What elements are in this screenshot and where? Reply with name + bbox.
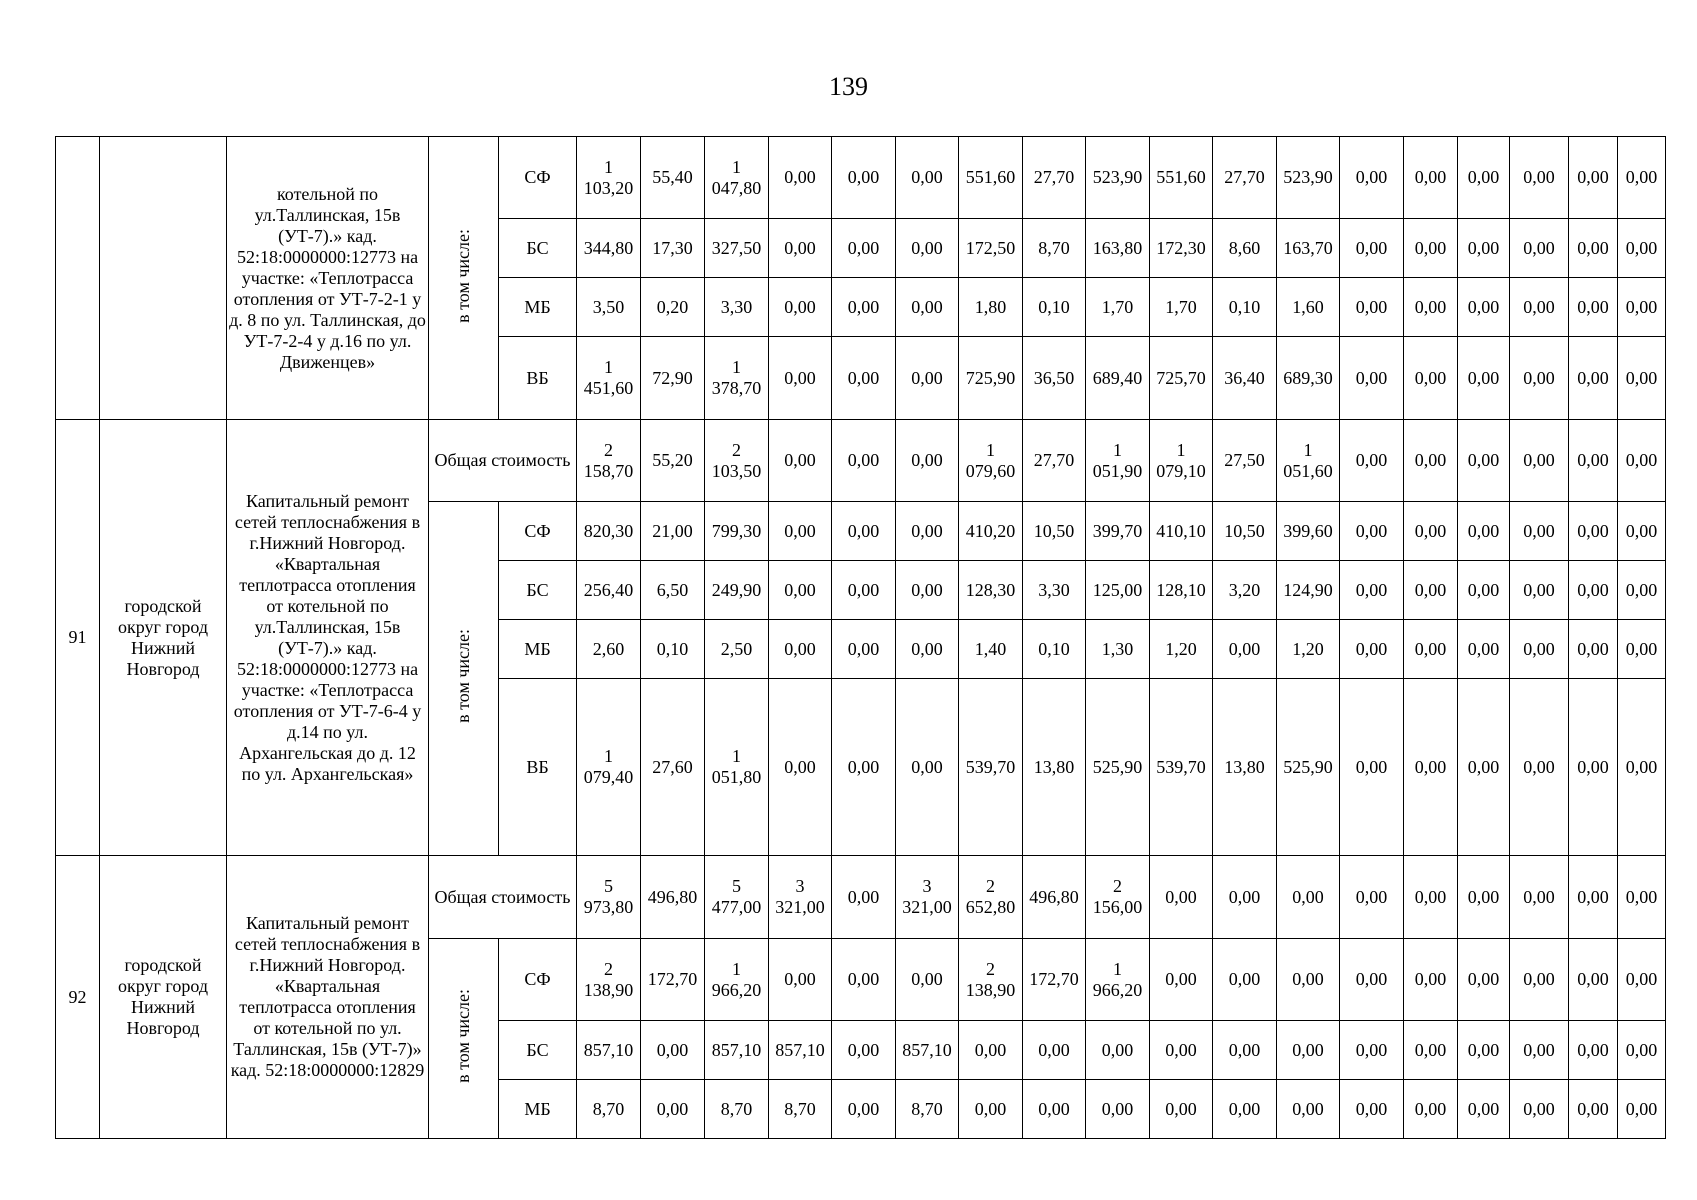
value-cell: 0,20 <box>641 278 705 337</box>
value-cell: 0,00 <box>1569 219 1618 278</box>
value-cell: 8,70 <box>705 1080 769 1139</box>
value-cell: 0,00 <box>1340 856 1404 939</box>
value-cell: 0,00 <box>832 679 896 856</box>
value-cell: 0,00 <box>832 620 896 679</box>
including-label-cell <box>429 939 499 1139</box>
value-cell: 0,00 <box>1569 1080 1618 1139</box>
value-cell: 8,70 <box>577 1080 641 1139</box>
value-cell: 0,00 <box>769 420 832 502</box>
value-cell: 0,00 <box>1510 1080 1569 1139</box>
value-cell: 0,00 <box>1404 219 1458 278</box>
value-cell: 0,00 <box>832 856 896 939</box>
value-cell: 0,00 <box>1569 420 1618 502</box>
value-cell: 0,00 <box>1023 1021 1086 1080</box>
value-cell: 1 378,70 <box>705 337 769 420</box>
row-number-cell: 92 <box>56 856 100 1139</box>
value-cell: 8,70 <box>769 1080 832 1139</box>
value-cell: 1 966,20 <box>705 939 769 1021</box>
value-cell: 410,20 <box>959 502 1023 561</box>
value-cell: 172,30 <box>1150 219 1213 278</box>
value-cell: 0,00 <box>769 337 832 420</box>
value-cell: 0,00 <box>1150 939 1213 1021</box>
value-cell: 1 079,40 <box>577 679 641 856</box>
value-cell: 0,00 <box>1510 679 1569 856</box>
value-cell: 820,30 <box>577 502 641 561</box>
value-cell: 551,60 <box>1150 137 1213 219</box>
value-cell: 128,30 <box>959 561 1023 620</box>
value-cell: 1,20 <box>1150 620 1213 679</box>
value-cell: 0,00 <box>1404 337 1458 420</box>
value-cell: 0,00 <box>1569 679 1618 856</box>
value-cell: 0,00 <box>769 939 832 1021</box>
value-cell: 3 321,00 <box>769 856 832 939</box>
value-cell: 172,70 <box>1023 939 1086 1021</box>
value-cell: 0,00 <box>1340 337 1404 420</box>
value-cell: 2,50 <box>705 620 769 679</box>
value-cell: 0,00 <box>1213 1021 1277 1080</box>
value-cell: 399,60 <box>1277 502 1340 561</box>
value-cell: 128,10 <box>1150 561 1213 620</box>
value-cell: 125,00 <box>1086 561 1150 620</box>
value-cell: 0,00 <box>1404 1080 1458 1139</box>
value-cell: 0,00 <box>1458 620 1510 679</box>
value-cell: 0,00 <box>769 561 832 620</box>
value-cell: 689,30 <box>1277 337 1340 420</box>
value-cell: 1,30 <box>1086 620 1150 679</box>
value-cell: 0,00 <box>1458 337 1510 420</box>
value-cell: 0,00 <box>1618 679 1666 856</box>
value-cell: 0,00 <box>832 1080 896 1139</box>
value-cell: 0,00 <box>959 1021 1023 1080</box>
value-cell: 0,00 <box>1458 939 1510 1021</box>
value-cell: 163,80 <box>1086 219 1150 278</box>
value-cell: 0,00 <box>1618 1021 1666 1080</box>
value-cell: 0,00 <box>1618 620 1666 679</box>
funding-source-label: СФ <box>499 502 577 561</box>
value-cell: 172,70 <box>641 939 705 1021</box>
value-cell: 8,70 <box>1023 219 1086 278</box>
value-cell: 1,20 <box>1277 620 1340 679</box>
funding-source-label: СФ <box>499 137 577 219</box>
value-cell: 0,00 <box>1340 679 1404 856</box>
value-cell: 0,00 <box>1340 420 1404 502</box>
value-cell: 0,00 <box>769 137 832 219</box>
value-cell: 1,70 <box>1150 278 1213 337</box>
value-cell: 344,80 <box>577 219 641 278</box>
total-cost-label: Общая стоимость <box>429 420 577 502</box>
value-cell: 0,00 <box>1458 1080 1510 1139</box>
value-cell: 0,00 <box>1086 1080 1150 1139</box>
value-cell: 2 138,90 <box>577 939 641 1021</box>
value-cell: 523,90 <box>1277 137 1340 219</box>
value-cell: 0,00 <box>1340 137 1404 219</box>
total-cost-label: Общая стоимость <box>429 856 577 939</box>
value-cell: 0,00 <box>832 278 896 337</box>
funding-source-label: МБ <box>499 1080 577 1139</box>
value-cell: 725,70 <box>1150 337 1213 420</box>
value-cell: 0,00 <box>896 620 959 679</box>
value-cell: 10,50 <box>1213 502 1277 561</box>
value-cell: 0,00 <box>896 939 959 1021</box>
value-cell: 0,00 <box>1510 137 1569 219</box>
value-cell: 0,00 <box>896 420 959 502</box>
value-cell: 0,00 <box>1569 1021 1618 1080</box>
value-cell: 0,00 <box>1404 278 1458 337</box>
value-cell: 55,40 <box>641 137 705 219</box>
value-cell: 0,00 <box>1510 420 1569 502</box>
value-cell: 0,00 <box>1510 502 1569 561</box>
value-cell: 0,00 <box>1510 1021 1569 1080</box>
value-cell: 3,30 <box>1023 561 1086 620</box>
value-cell: 551,60 <box>959 137 1023 219</box>
value-cell: 10,50 <box>1023 502 1086 561</box>
value-cell: 0,00 <box>1340 1080 1404 1139</box>
value-cell: 0,00 <box>1404 679 1458 856</box>
value-cell: 6,50 <box>641 561 705 620</box>
value-cell: 0,00 <box>641 1021 705 1080</box>
value-cell: 689,40 <box>1086 337 1150 420</box>
value-cell: 0,00 <box>1618 137 1666 219</box>
value-cell: 0,00 <box>1404 420 1458 502</box>
value-cell: 0,00 <box>1618 939 1666 1021</box>
value-cell: 27,70 <box>1213 137 1277 219</box>
value-cell: 1,60 <box>1277 278 1340 337</box>
value-cell: 0,10 <box>1023 278 1086 337</box>
value-cell: 2 138,90 <box>959 939 1023 1021</box>
value-cell: 0,00 <box>832 337 896 420</box>
value-cell: 0,10 <box>1023 620 1086 679</box>
value-cell: 0,00 <box>1340 620 1404 679</box>
value-cell: 0,00 <box>1404 856 1458 939</box>
value-cell: 0,00 <box>769 502 832 561</box>
value-cell: 2 158,70 <box>577 420 641 502</box>
value-cell: 0,00 <box>1618 420 1666 502</box>
value-cell: 0,00 <box>1510 856 1569 939</box>
value-cell: 21,00 <box>641 502 705 561</box>
value-cell: 0,00 <box>832 939 896 1021</box>
value-cell: 0,00 <box>1150 1080 1213 1139</box>
value-cell: 857,10 <box>896 1021 959 1080</box>
value-cell: 0,00 <box>1340 278 1404 337</box>
value-cell: 0,00 <box>1458 137 1510 219</box>
value-cell: 0,00 <box>832 561 896 620</box>
value-cell: 0,00 <box>1510 939 1569 1021</box>
value-cell: 0,00 <box>1458 856 1510 939</box>
value-cell: 0,00 <box>1458 1021 1510 1080</box>
value-cell: 1 103,20 <box>577 137 641 219</box>
value-cell: 27,70 <box>1023 137 1086 219</box>
funding-source-label: БС <box>499 1021 577 1080</box>
value-cell: 525,90 <box>1277 679 1340 856</box>
value-cell: 0,00 <box>1618 219 1666 278</box>
value-cell: 0,00 <box>832 420 896 502</box>
value-cell: 410,10 <box>1150 502 1213 561</box>
value-cell: 0,00 <box>1618 1080 1666 1139</box>
value-cell: 0,00 <box>1618 502 1666 561</box>
value-cell: 5 477,00 <box>705 856 769 939</box>
project-description-cell: Капитальный ремонт сетей теплоснабжения в г.Нижний Новгород. «Квартальная теплотрасса отопления от котельной по ул.Таллинская, 15в (УТ-7).» кад. 52:18:0000000:12773 на участке: «Теплотрасса отопления от УТ-7-6-4 у д.14 по ул. Архангельская до д. 12 по ул. Архангельская» <box>227 420 429 856</box>
value-cell: 0,00 <box>1023 1080 1086 1139</box>
value-cell: 0,00 <box>1340 939 1404 1021</box>
value-cell: 2,60 <box>577 620 641 679</box>
value-cell: 72,90 <box>641 337 705 420</box>
value-cell: 2 156,00 <box>1086 856 1150 939</box>
funding-source-label: БС <box>499 561 577 620</box>
value-cell: 539,70 <box>959 679 1023 856</box>
value-cell: 0,00 <box>1458 679 1510 856</box>
value-cell: 1 966,20 <box>1086 939 1150 1021</box>
value-cell: 36,40 <box>1213 337 1277 420</box>
value-cell: 0,00 <box>959 1080 1023 1139</box>
value-cell: 13,80 <box>1023 679 1086 856</box>
value-cell: 0,00 <box>1340 1021 1404 1080</box>
value-cell: 0,00 <box>769 278 832 337</box>
value-cell: 1 451,60 <box>577 337 641 420</box>
funding-source-label: МБ <box>499 620 577 679</box>
value-cell: 2 103,50 <box>705 420 769 502</box>
value-cell: 0,00 <box>1340 561 1404 620</box>
value-cell: 0,00 <box>1618 561 1666 620</box>
value-cell: 0,00 <box>1404 137 1458 219</box>
including-label: в том числе: <box>453 629 473 723</box>
value-cell: 27,50 <box>1213 420 1277 502</box>
value-cell: 27,60 <box>641 679 705 856</box>
value-cell: 327,50 <box>705 219 769 278</box>
value-cell: 3 321,00 <box>896 856 959 939</box>
including-label: в том числе: <box>453 228 473 323</box>
value-cell: 256,40 <box>577 561 641 620</box>
value-cell: 399,70 <box>1086 502 1150 561</box>
value-cell: 0,00 <box>1404 620 1458 679</box>
value-cell: 3,50 <box>577 278 641 337</box>
table-row <box>56 137 1666 219</box>
value-cell: 3,30 <box>705 278 769 337</box>
value-cell: 249,90 <box>705 561 769 620</box>
value-cell: 857,10 <box>769 1021 832 1080</box>
value-cell: 0,00 <box>1510 561 1569 620</box>
value-cell: 0,00 <box>769 620 832 679</box>
value-cell: 0,00 <box>1277 1021 1340 1080</box>
value-cell: 0,10 <box>1213 278 1277 337</box>
value-cell: 539,70 <box>1150 679 1213 856</box>
value-cell: 0,00 <box>896 278 959 337</box>
including-label-cell <box>429 137 499 420</box>
value-cell: 0,00 <box>832 502 896 561</box>
row-number-cell: 91 <box>56 420 100 856</box>
municipality-cell: городской округ город Нижний Новгород <box>100 420 227 856</box>
value-cell: 163,70 <box>1277 219 1340 278</box>
value-cell: 0,00 <box>1404 502 1458 561</box>
value-cell: 172,50 <box>959 219 1023 278</box>
value-cell: 1,70 <box>1086 278 1150 337</box>
value-cell: 857,10 <box>577 1021 641 1080</box>
value-cell: 0,00 <box>1458 502 1510 561</box>
value-cell: 13,80 <box>1213 679 1277 856</box>
municipality-cell <box>100 137 227 420</box>
value-cell: 0,00 <box>1340 219 1404 278</box>
value-cell: 0,00 <box>1086 1021 1150 1080</box>
table-row <box>56 856 1666 939</box>
value-cell: 0,00 <box>1150 1021 1213 1080</box>
value-cell: 2 652,80 <box>959 856 1023 939</box>
project-description-cell: Капитальный ремонт сетей теплоснабжения в г.Нижний Новгород. «Квартальная теплотрасса отопления от котельной по ул. Таллинская, 15в (УТ-7)» кад. 52:18:0000000:12829 <box>227 856 429 1139</box>
value-cell: 1 079,10 <box>1150 420 1213 502</box>
value-cell: 496,80 <box>641 856 705 939</box>
value-cell: 799,30 <box>705 502 769 561</box>
value-cell: 0,00 <box>1569 502 1618 561</box>
funding-source-label: СФ <box>499 939 577 1021</box>
value-cell: 0,00 <box>1569 337 1618 420</box>
value-cell: 36,50 <box>1023 337 1086 420</box>
value-cell: 0,00 <box>1404 1021 1458 1080</box>
value-cell: 0,10 <box>641 620 705 679</box>
value-cell: 8,70 <box>896 1080 959 1139</box>
value-cell: 725,90 <box>959 337 1023 420</box>
page-number: 139 <box>829 72 868 101</box>
value-cell: 0,00 <box>832 219 896 278</box>
table-row <box>56 420 1666 502</box>
value-cell: 124,90 <box>1277 561 1340 620</box>
value-cell: 0,00 <box>1213 939 1277 1021</box>
funding-source-label: БС <box>499 219 577 278</box>
value-cell: 0,00 <box>1277 939 1340 1021</box>
value-cell: 0,00 <box>1618 337 1666 420</box>
value-cell: 0,00 <box>1569 278 1618 337</box>
value-cell: 0,00 <box>1569 856 1618 939</box>
value-cell: 0,00 <box>1150 856 1213 939</box>
value-cell: 0,00 <box>896 219 959 278</box>
value-cell: 0,00 <box>1340 502 1404 561</box>
value-cell: 0,00 <box>1404 561 1458 620</box>
budget-table <box>55 136 1666 1139</box>
value-cell: 27,70 <box>1023 420 1086 502</box>
value-cell: 1 051,60 <box>1277 420 1340 502</box>
value-cell: 1,80 <box>959 278 1023 337</box>
value-cell: 0,00 <box>1213 856 1277 939</box>
value-cell: 0,00 <box>769 679 832 856</box>
value-cell: 0,00 <box>1404 939 1458 1021</box>
value-cell: 0,00 <box>1277 1080 1340 1139</box>
value-cell: 0,00 <box>1618 278 1666 337</box>
value-cell: 0,00 <box>1569 561 1618 620</box>
value-cell: 8,60 <box>1213 219 1277 278</box>
value-cell: 0,00 <box>896 337 959 420</box>
value-cell: 0,00 <box>896 679 959 856</box>
row-number-cell <box>56 137 100 420</box>
value-cell: 1 051,90 <box>1086 420 1150 502</box>
value-cell: 0,00 <box>1569 939 1618 1021</box>
value-cell: 0,00 <box>1277 856 1340 939</box>
value-cell: 0,00 <box>832 1021 896 1080</box>
value-cell: 1 051,80 <box>705 679 769 856</box>
municipality-cell: городской округ город Нижний Новгород <box>100 856 227 1139</box>
value-cell: 0,00 <box>1510 219 1569 278</box>
including-label: в том числе: <box>453 989 473 1083</box>
value-cell: 0,00 <box>1458 219 1510 278</box>
value-cell: 0,00 <box>1510 337 1569 420</box>
value-cell: 17,30 <box>641 219 705 278</box>
value-cell: 0,00 <box>1569 620 1618 679</box>
value-cell: 0,00 <box>1510 620 1569 679</box>
value-cell: 0,00 <box>896 502 959 561</box>
value-cell: 3,20 <box>1213 561 1277 620</box>
value-cell: 0,00 <box>1213 620 1277 679</box>
value-cell: 0,00 <box>1458 561 1510 620</box>
value-cell: 0,00 <box>1510 278 1569 337</box>
including-label-cell <box>429 502 499 856</box>
value-cell: 0,00 <box>1569 137 1618 219</box>
value-cell: 496,80 <box>1023 856 1086 939</box>
value-cell: 0,00 <box>1618 856 1666 939</box>
value-cell: 5 973,80 <box>577 856 641 939</box>
value-cell: 0,00 <box>1458 420 1510 502</box>
value-cell: 523,90 <box>1086 137 1150 219</box>
value-cell: 1 047,80 <box>705 137 769 219</box>
value-cell: 0,00 <box>896 561 959 620</box>
funding-source-label: МБ <box>499 278 577 337</box>
value-cell: 0,00 <box>641 1080 705 1139</box>
value-cell: 0,00 <box>1458 278 1510 337</box>
value-cell: 1 079,60 <box>959 420 1023 502</box>
value-cell: 0,00 <box>769 219 832 278</box>
value-cell: 0,00 <box>896 137 959 219</box>
value-cell: 525,90 <box>1086 679 1150 856</box>
value-cell: 1,40 <box>959 620 1023 679</box>
funding-source-label: ВБ <box>499 679 577 856</box>
value-cell: 0,00 <box>1213 1080 1277 1139</box>
project-description-cell: котельной по ул.Таллинская, 15в (УТ-7).» кад. 52:18:0000000:12773 на участке: «Теплотрасса отопления от УТ-7-2-1 у д. 8 по ул. Таллинская, до УТ-7-2-4 у д.16 по ул. Движенцев» <box>227 137 429 420</box>
value-cell: 0,00 <box>832 137 896 219</box>
funding-source-label: ВБ <box>499 337 577 420</box>
value-cell: 857,10 <box>705 1021 769 1080</box>
value-cell: 55,20 <box>641 420 705 502</box>
